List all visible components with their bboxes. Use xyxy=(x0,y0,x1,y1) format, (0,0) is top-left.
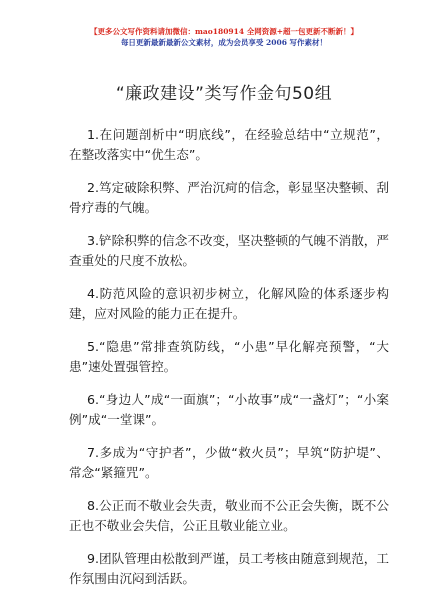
item-number: 6. xyxy=(87,391,100,407)
list-item xyxy=(69,125,389,165)
item-text: 在问题剖析中“明底线”，在经验总结中“立规范”，在整改落实中“优生态”。 xyxy=(69,126,389,162)
item-number: 2. xyxy=(87,179,100,195)
item-number: 7. xyxy=(87,444,100,460)
item-text: 公正而不敬业会失责，敬业而不公正会失衡，既不公正也不敬业会失信，公正且敬业能立业。 xyxy=(69,497,389,533)
promo-banner-line-1: 【更多公文写作资料请加微信：mao180914 全网资源+超一包更新不断新！】 xyxy=(89,27,358,36)
list-item xyxy=(69,284,389,324)
item-text: 防范风险的意识初步树立，化解风险的体系逐步构建，应对风险的能力正在提升。 xyxy=(69,285,389,321)
item-number: 1. xyxy=(87,126,100,142)
list-item xyxy=(69,178,389,218)
item-text: 团队管理由松散到严谨，员工考核由随意到规范，工作氛围由沉闷到活跃。 xyxy=(69,550,389,586)
promo-banner xyxy=(0,27,448,48)
item-number: 9. xyxy=(87,550,100,566)
item-number: 8. xyxy=(87,497,100,513)
list-item xyxy=(69,549,389,589)
list-item xyxy=(69,496,389,536)
item-number: 4. xyxy=(87,285,100,301)
item-text: 铲除积弊的信念不改变，坚决整顿的气魄不消散，严查重处的尺度不放松。 xyxy=(69,232,389,268)
item-text: “身边人”成“一面旗”；“小故事”成“一盏灯”；“小案例”成“一堂课”。 xyxy=(69,391,389,427)
item-number: 5. xyxy=(87,338,100,354)
promo-banner-line-2: 每日更新最新最新公文素材，成为会员享受 2006 写作素材！ xyxy=(120,38,328,47)
item-text: 多成为“守护者”，少做“救火员”；早筑“防护堤”、常念“紧箍咒”。 xyxy=(69,444,389,480)
item-number: 3. xyxy=(87,232,100,248)
sentence-list xyxy=(69,112,389,602)
list-item xyxy=(69,443,389,483)
item-text: “隐患”常排查筑防线，“小患”早化解亮预警，“大患”速处置强管控。 xyxy=(69,338,389,374)
list-item xyxy=(69,337,389,377)
list-item xyxy=(69,390,389,430)
list-item xyxy=(69,231,389,271)
document-title: “廉政建设”类写作金句50组 xyxy=(115,84,333,104)
item-text: 笃定破除积弊、严治沉疴的信念，彰显坚决整顿、刮骨疗毒的气魄。 xyxy=(69,179,389,215)
